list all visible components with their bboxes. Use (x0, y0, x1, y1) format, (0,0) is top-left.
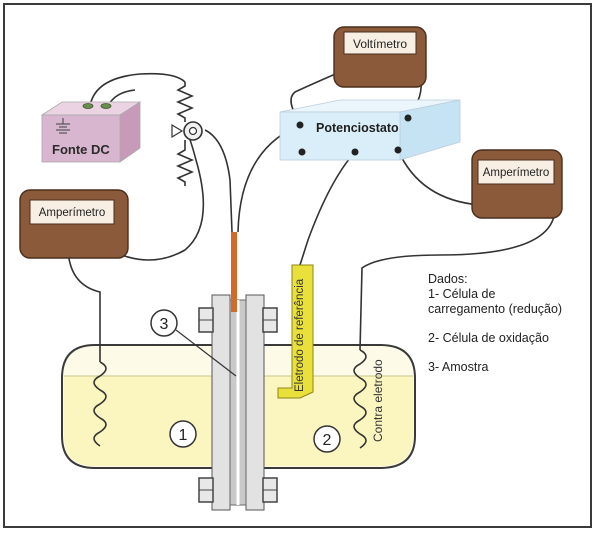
notes-title: Dados: (428, 272, 468, 286)
fonte-dc-box (42, 102, 140, 162)
voltimetro-meter (334, 27, 426, 87)
fonte-dc-label: Fonte DC (52, 142, 110, 157)
terminal-dot (395, 147, 402, 154)
potenciostato-box (280, 100, 460, 160)
amperimetro-right-meter (472, 150, 562, 218)
potentiometer-knob (172, 122, 202, 140)
sample-connector-wire (231, 232, 237, 312)
reference-electrode-label: Eletrodo de referência (294, 278, 306, 392)
potenciostato-label: Potenciostato (316, 121, 399, 135)
terminal-dot (297, 122, 304, 129)
amperimetro-left-meter (20, 190, 128, 258)
notes-item-2: 2- Célula de oxidação (428, 331, 549, 345)
terminal-dot (299, 149, 306, 156)
svg-text:2: 2 (322, 432, 332, 449)
marker-1 (170, 421, 196, 447)
svg-text:1: 1 (178, 427, 188, 444)
marker-2 (314, 426, 340, 452)
terminal-dot (405, 115, 412, 122)
amperimetro-left-label: Amperímetro (38, 207, 106, 219)
amperimetro-right-label: Amperímetro (482, 167, 550, 179)
voltimetro-label: Voltímetro (352, 37, 408, 51)
notes-item-1: 1- Célula de carregamento (redução) (428, 287, 563, 316)
counter-electrode-label: Contra eletrodo (371, 359, 385, 442)
terminal-dot (352, 149, 359, 156)
legend-notes (428, 272, 593, 375)
notes-item-3: 3- Amostra (428, 360, 489, 374)
svg-text:3: 3 (159, 316, 169, 333)
